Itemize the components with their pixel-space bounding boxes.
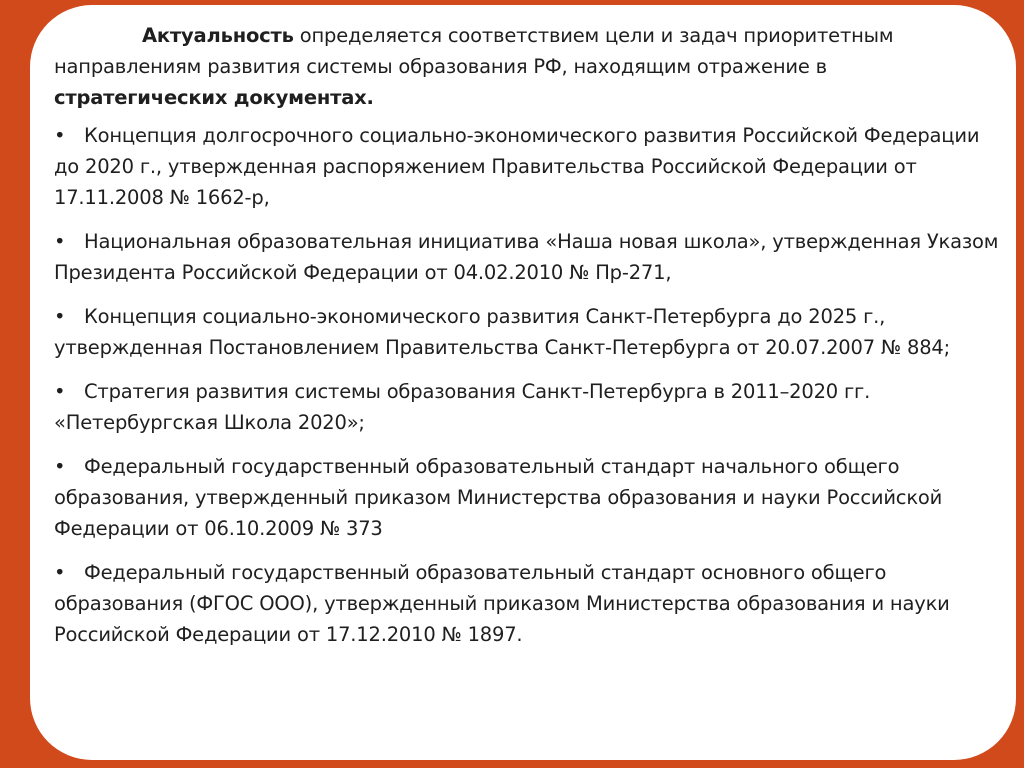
list-item	[54, 120, 1004, 213]
slide-content	[54, 20, 1004, 663]
list-item-text: Стратегия развития системы образования Санкт-Петербурга в 2011–2020 гг. «Петербургская Школа 2020»;	[54, 380, 871, 434]
list-item	[54, 226, 1004, 288]
bullet-icon: •	[54, 455, 66, 478]
list-item	[54, 376, 1004, 438]
list-item-text: Федеральный государственный образовательный стандарт начального общего образования, утвержденный приказом Министерства образования и науки Российской Федерации от 06.10.2009 № 373	[54, 455, 943, 540]
list-item-text: Национальная образовательная инициатива «Наша новая школа», утвержденная Указом Президента Российской Федерации от 04.02.2010 № Пр-271,	[54, 230, 999, 284]
intro-bold-tail: стратегических документах.	[54, 86, 374, 109]
list-item	[54, 451, 1004, 544]
list-item-text: Федеральный государственный образовательный стандарт основного общего образования (ФГОС ООО), утвержденный приказом Министерства образования и науки Российской Федерации от 17.12.2010 № 1897.	[54, 561, 950, 646]
list-item-text: Концепция долгосрочного социально-экономического развития Российской Федерации до 2020 г., утвержденная распоряжением Правительства Российской Федерации от 17.11.2008 № 1662-р,	[54, 124, 980, 209]
intro-text: определяется соответствием цели и задач приоритетным направлениям развития системы образования РФ, находящим отражение в	[54, 24, 894, 78]
list-item	[54, 301, 1004, 363]
slide-card	[30, 5, 1016, 760]
list-item	[54, 557, 1004, 650]
bullet-icon: •	[54, 380, 66, 403]
bullet-icon: •	[54, 561, 66, 584]
intro-paragraph	[54, 20, 1004, 113]
list-item-text: Концепция социально-экономического развития Санкт-Петербурга до 2025 г., утвержденная Постановлением Правительства Санкт-Петербурга от 20.07.2007 № 884;	[54, 305, 950, 359]
bullet-icon: •	[54, 230, 66, 253]
documents-list	[54, 120, 1004, 650]
intro-bold-lead: Актуальность	[142, 24, 294, 47]
bullet-icon: •	[54, 124, 66, 147]
bullet-icon: •	[54, 305, 66, 328]
